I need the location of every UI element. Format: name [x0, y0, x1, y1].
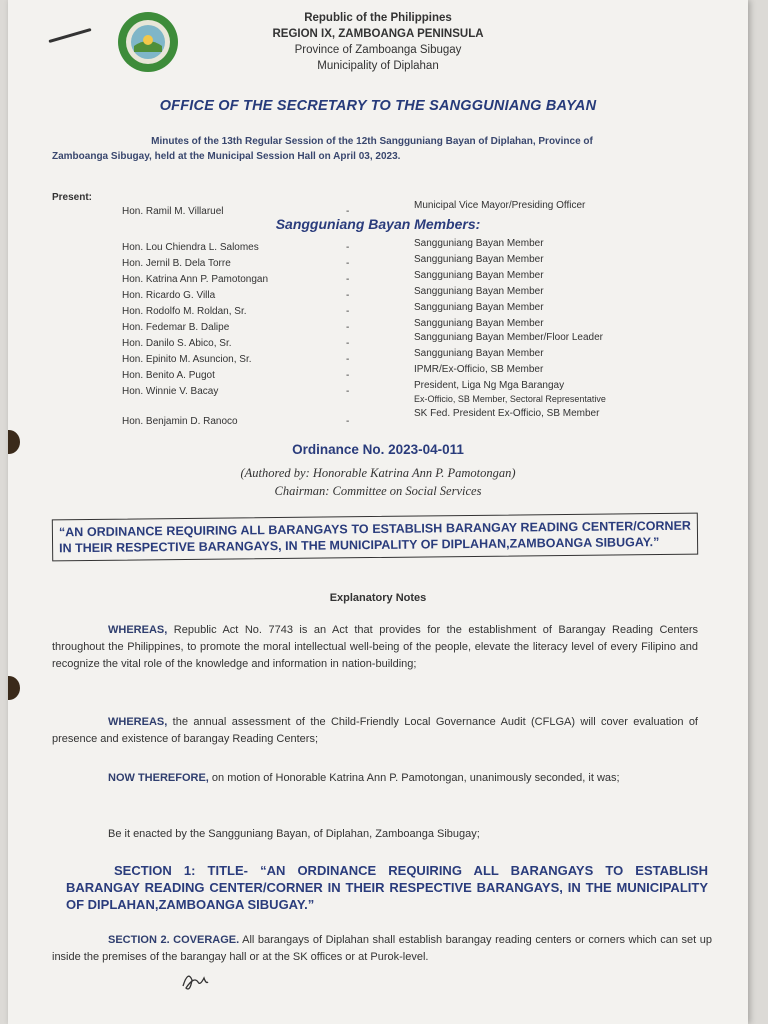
office-title: OFFICE OF THE SECRETARY TO THE SANGGUNIANG BAYAN [159, 98, 597, 114]
presiding-name: Hon. Ramil M. Villaruel [122, 206, 224, 217]
member-name: Hon. Jernil B. Dela Torre [122, 258, 231, 269]
section-2-text: All barangays of Diplahan shall establish barangay reading centers or corners which can set up inside the premises of the barangay hall or at the SK offices or at Purok-level. [52, 934, 712, 963]
whereas-lead: WHEREAS, [108, 624, 168, 636]
document-page [8, 0, 748, 1024]
member-name: Hon. Lou Chiendra L. Salomes [122, 242, 259, 253]
member-position: Sangguniang Bayan Member [414, 286, 544, 297]
minutes-line1: Minutes of the 13th Regular Session of the 12th Sangguniang Bayan of Diplahan, Province of [151, 136, 593, 147]
member-position: Sangguniang Bayan Member [414, 318, 544, 329]
enacting-clause: Be it enacted by the Sangguniang Bayan, of Diplahan, Zamboanga Sibugay; [108, 828, 480, 840]
whereas-paragraph-2 [52, 714, 698, 748]
present-label: Present: [52, 192, 93, 203]
member-dash: - [346, 338, 350, 349]
header-province: Province of Zamboanga Sibugay [294, 44, 462, 56]
punch-hole-bottom [8, 676, 20, 700]
initials-signature-icon [180, 968, 210, 994]
whereas-paragraph-1 [52, 622, 698, 673]
member-position-secondary: Ex-Officio, SB Member, Sectoral Representative [414, 394, 606, 404]
member-name: Hon. Epinito M. Asuncion, Sr. [122, 354, 252, 365]
ordinance-number: Ordinance No. 2023-04-011 [292, 442, 464, 457]
now-therefore-text: on motion of Honorable Katrina Ann P. Pamotongan, unanimously seconded, it was; [208, 772, 620, 784]
members-heading: Sangguniang Bayan Members: [275, 216, 481, 232]
whereas-text: the annual assessment of the Child-Friendly Local Governance Audit (CFLGA) will cover evaluation of presence and existence of barangay Reading Centers; [52, 716, 698, 745]
member-position: Sangguniang Bayan Member [414, 238, 544, 249]
member-name: Hon. Rodolfo M. Roldan, Sr. [122, 306, 247, 317]
member-name: Hon. Fedemar B. Dalipe [122, 322, 230, 333]
presiding-position: Municipal Vice Mayor/Presiding Officer [414, 200, 586, 211]
member-position: Sangguniang Bayan Member/Floor Leader [414, 332, 604, 343]
member-name: Hon. Ricardo G. Villa [122, 290, 216, 301]
member-name: Hon. Winnie V. Bacay [122, 386, 219, 397]
member-dash: - [346, 306, 350, 317]
now-therefore-lead: NOW THEREFORE, [108, 772, 209, 784]
member-name: Hon. Benjamin D. Ranoco [122, 416, 238, 427]
member-dash: - [346, 370, 350, 381]
member-position: IPMR/Ex-Officio, SB Member [414, 364, 544, 375]
member-dash: - [346, 290, 350, 301]
letterhead [8, 10, 748, 74]
member-position: Sangguniang Bayan Member [414, 270, 544, 281]
header-municipality: Municipality of Diplahan [317, 60, 439, 72]
minutes-line2: Zamboanga Sibugay, held at the Municipal Session Hall on April 03, 2023. [52, 151, 401, 162]
member-dash: - [346, 274, 350, 285]
section-1-title: SECTION 1: TITLE- “AN ORDINANCE REQUIRING ALL BARANGAYS TO ESTABLISH BARANGAY READING CENTER/CORNER IN THEIR RESPECTIVE BARANGAYS, IN THE MUNICIPALITY OF DIPLAHAN,ZAMBOANGA SIBUGAY.” [66, 863, 708, 912]
member-name: Hon. Danilo S. Abico, Sr. [122, 338, 232, 349]
member-dash: - [346, 354, 350, 365]
member-dash: - [346, 258, 350, 269]
authored-by: (Authored by: Honorable Katrina Ann P. Pamotongan) [240, 466, 516, 480]
section-2-coverage [52, 932, 712, 966]
committee-chairman: Chairman: Committee on Social Services [274, 484, 482, 498]
member-position: Sangguniang Bayan Member [414, 302, 544, 313]
member-position: SK Fed. President Ex-Officio, SB Member [414, 408, 600, 419]
member-position: President, Liga Ng Mga Barangay [414, 380, 565, 391]
member-dash: - [346, 386, 350, 397]
header-region: REGION IX, ZAMBOANGA PENINSULA [272, 28, 484, 40]
minutes-intro [52, 134, 692, 164]
header-republic: Republic of the Philippines [304, 12, 452, 24]
member-name: Hon. Katrina Ann P. Pamotongan [122, 274, 269, 285]
member-position: Sangguniang Bayan Member [414, 254, 544, 265]
member-position: Sangguniang Bayan Member [414, 348, 544, 359]
member-dash: - [346, 242, 350, 253]
whereas-lead: WHEREAS, [108, 716, 168, 728]
section-2-lead: SECTION 2. COVERAGE. [108, 934, 240, 946]
presiding-dash: - [346, 206, 350, 217]
ordinance-title-box: “AN ORDINANCE REQUIRING ALL BARANGAYS TO ESTABLISH BARANGAY READING CENTER/CORNER IN THEIR RESPECTIVE BARANGAYS, IN THE MUNICIPALITY OF DIPLAHAN,ZAMBOANGA SIBUGAY.” [52, 513, 698, 562]
whereas-text: Republic Act No. 7743 is an Act that provides for the establishment of Barangay Reading Centers throughout the Philippines, to promote the moral intellectual well-being of the people, elevate the literacy level of every Filipino and recognize the vital role of the knowledge and information in nation-building; [52, 624, 698, 670]
member-dash: - [346, 416, 350, 427]
member-name: Hon. Benito A. Pugot [122, 370, 215, 381]
explanatory-notes-heading: Explanatory Notes [329, 592, 427, 604]
now-therefore-paragraph [52, 770, 698, 787]
member-dash: - [346, 322, 350, 333]
